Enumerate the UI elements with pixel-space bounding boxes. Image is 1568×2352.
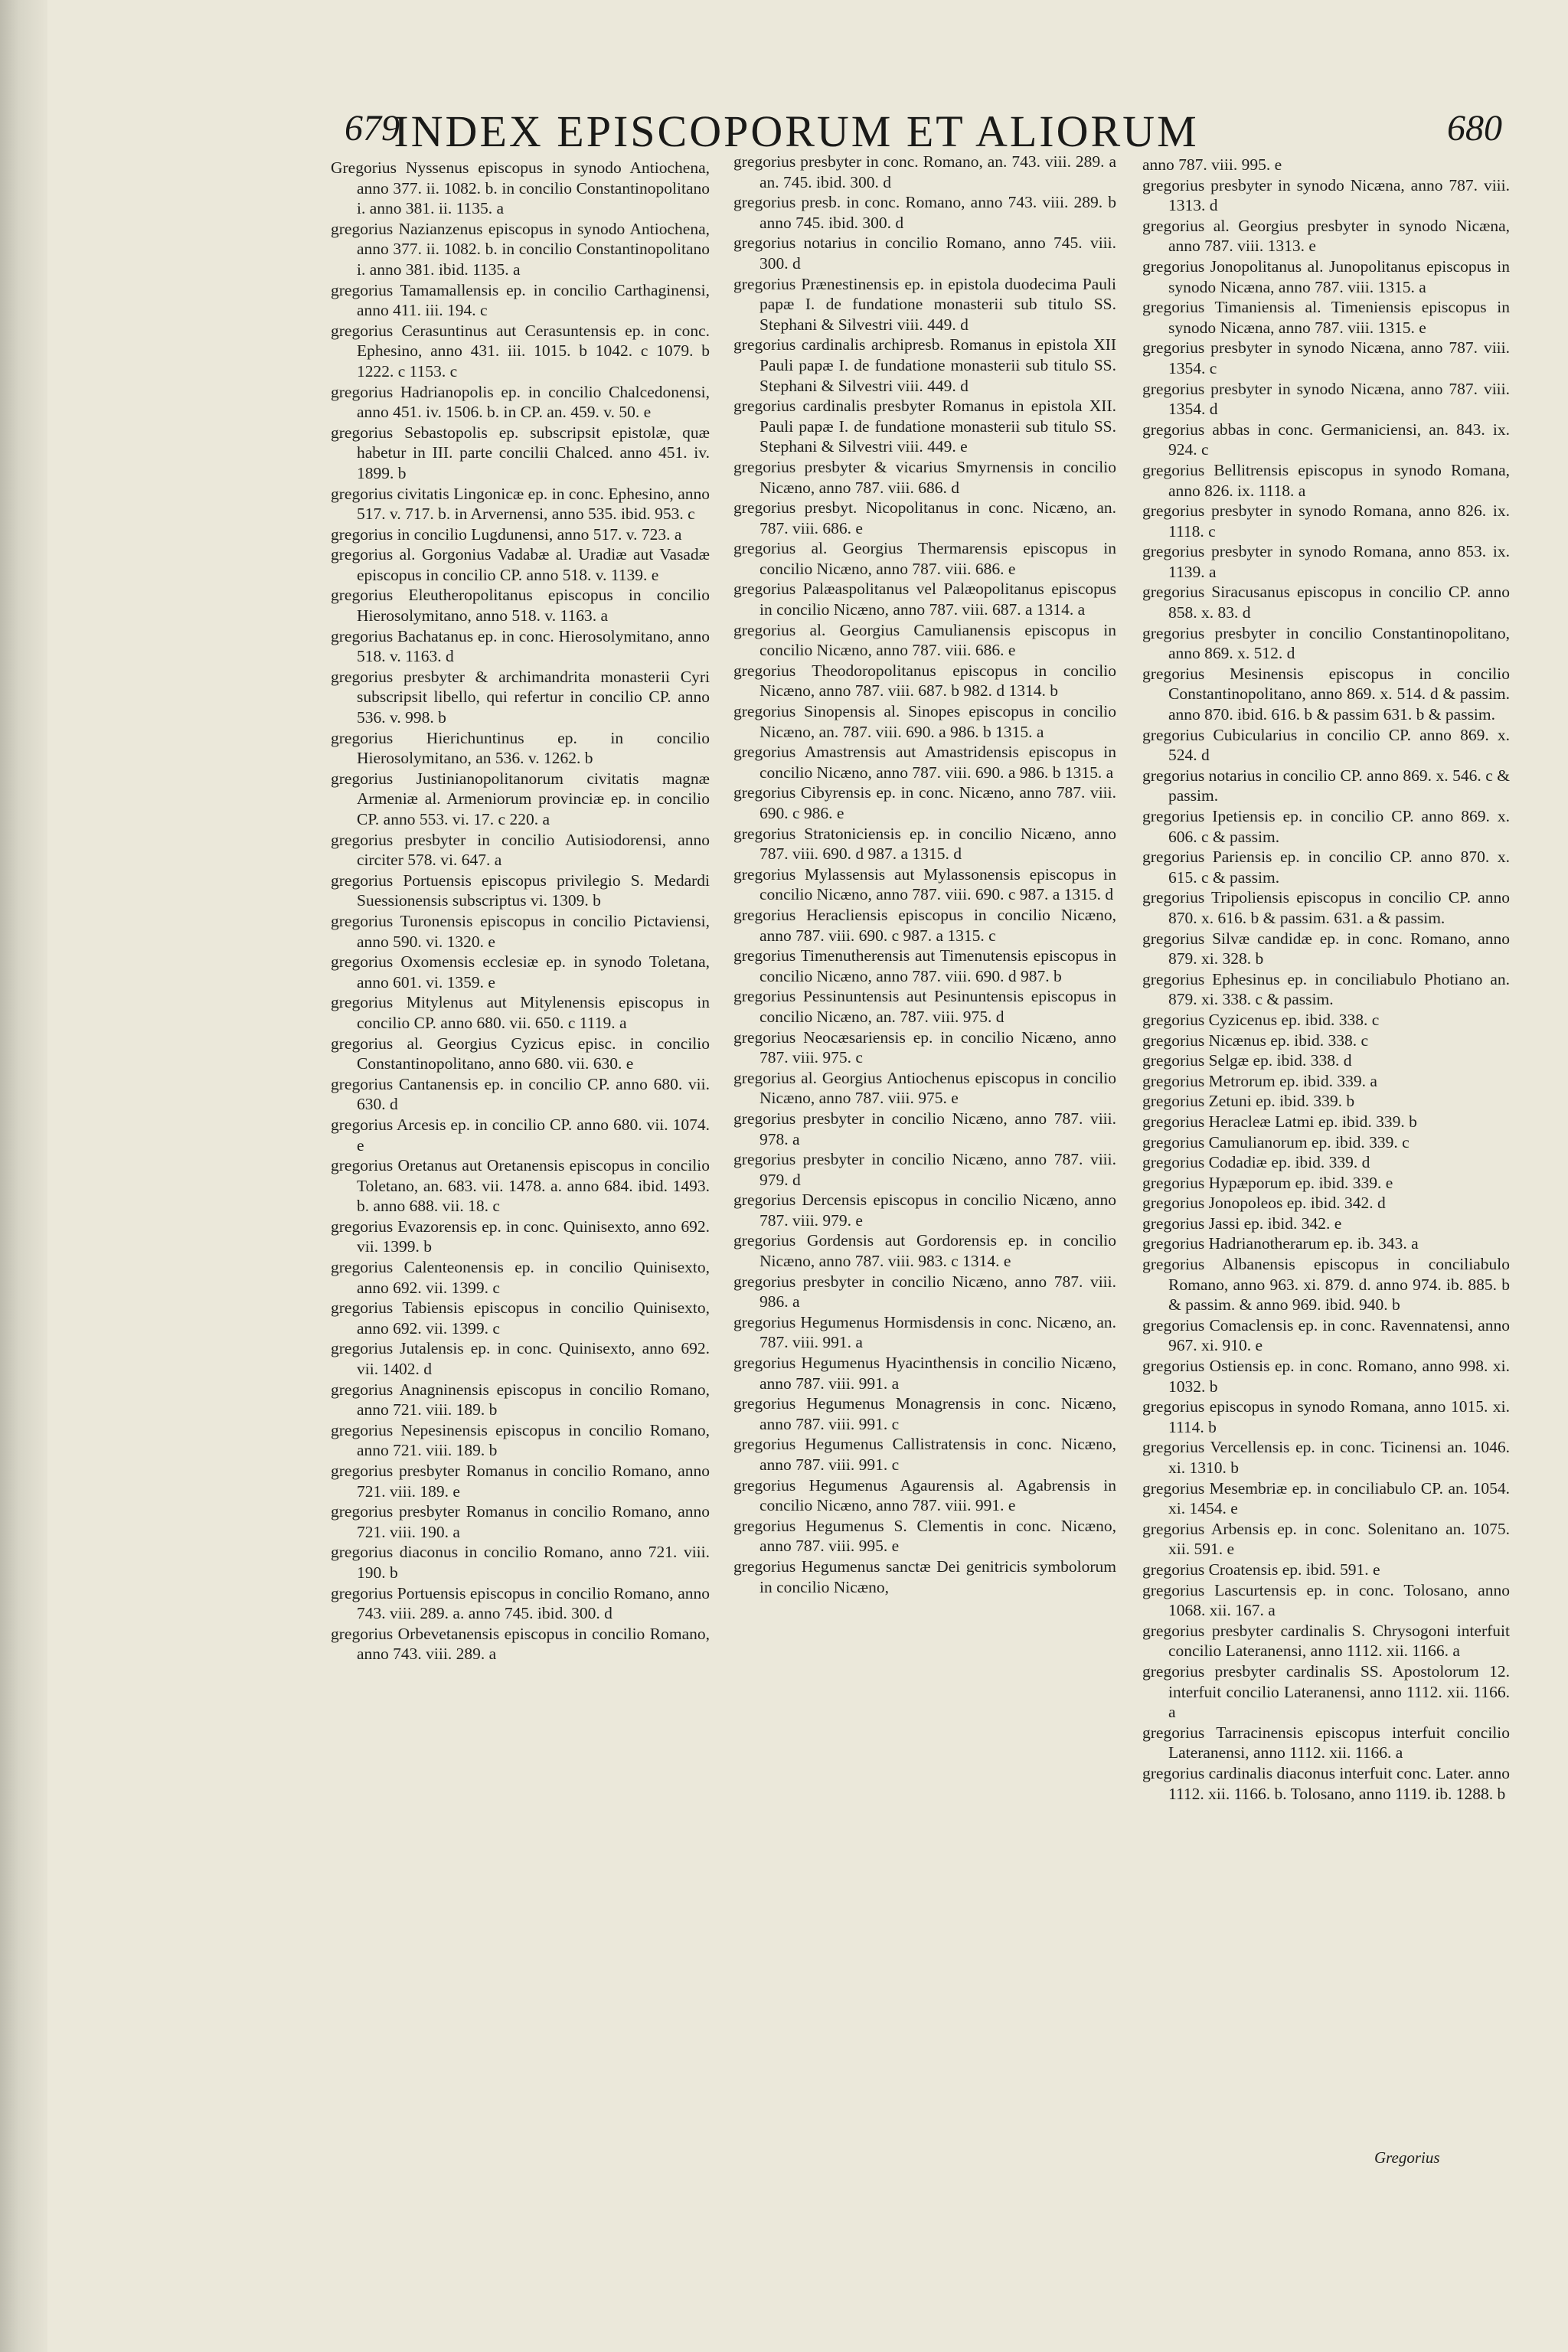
index-entry: gregorius al. Georgius Antiochenus episcopus in concilio Nicæno, anno 787. viii. 975. e — [733, 1068, 1116, 1108]
index-entry: gregorius Nicænus ep. ibid. 338. c — [1142, 1031, 1368, 1050]
index-entry: gregorius Mylassensis aut Mylassonensis episcopus in concilio Nicæno, anno 787. viii. 690. c 987. a 1315. d — [733, 864, 1116, 904]
index-entry: gregorius Eleutheropolitanus episcopus in concilio Hierosolymitano, anno 518. v. 1163. a — [331, 586, 710, 626]
index-entry: gregorius Evazorensis ep. in conc. Quinisexto, anno 692. vii. 1399. b — [331, 1217, 710, 1256]
index-entry: gregorius Timenutherensis aut Timenutensis episcopus in concilio Nicæno, anno 787. viii. 690. d 987. b — [733, 946, 1116, 985]
index-entry: gregorius Ephesinus ep. in conciliabulo Photiano an. 879. xi. 338. c & passim. — [1142, 969, 1510, 1009]
index-entry: gregorius presbyter in conc. Romano, an. 743. viii. 289. a an. 745. ibid. 300. d — [733, 152, 1116, 191]
index-entry: gregorius Hegumenus Agaurensis al. Agabrensis in concilio Nicæno, anno 787. viii. 991. e — [733, 1475, 1116, 1515]
index-entry: gregorius Nazianzenus episcopus in synodo Antiochena, anno 377. ii. 1082. b. in concilio Constantinopolitano i. anno 381. ibid. 1135. a — [331, 219, 710, 279]
index-column-2 — [733, 152, 1116, 1597]
index-entry: gregorius notarius in concilio CP. anno 869. x. 546. c & passim. — [1142, 766, 1510, 805]
index-entry: gregorius Sebastopolis ep. subscripsit epistolæ, quæ habetur in III. parte concilii Chalced. anno 451. iv. 1899. b — [331, 423, 710, 482]
index-entry: gregorius Portuensis episcopus in concilio Romano, anno 743. viii. 289. a. anno 745. ibid. 300. d — [331, 1583, 710, 1623]
index-entry: gregorius Pessinuntensis aut Pesinuntensis episcopus in concilio Nicæno, an. 787. viii. 975. d — [733, 987, 1116, 1026]
index-entry: gregorius Zetuni ep. ibid. 339. b — [1142, 1092, 1355, 1111]
index-entry: gregorius presbyter in concilio Nicæno, anno 787. viii. 979. d — [733, 1150, 1116, 1189]
index-entry: gregorius Jonopoleos ep. ibid. 342. d — [1142, 1194, 1386, 1213]
index-entry: gregorius Tripoliensis episcopus in concilio CP. anno 870. x. 616. b & passim. 631. a & passim. — [1142, 888, 1510, 927]
index-entry: gregorius Dercensis episcopus in concilio Nicæno, anno 787. viii. 979. e — [733, 1191, 1116, 1230]
index-entry: gregorius abbas in conc. Germaniciensi, an. 843. ix. 924. c — [1142, 420, 1510, 459]
index-entry: gregorius Camulianorum ep. ibid. 339. c — [1142, 1132, 1410, 1152]
index-entry: gregorius Cibyrensis ep. in conc. Nicæno, anno 787. viii. 690. c 986. e — [733, 783, 1116, 822]
index-entry: gregorius presbyter in synodo Nicæna, anno 787. viii. 1313. d — [1142, 175, 1510, 215]
index-entry: gregorius al. Gorgonius Vadabæ al. Uradiæ aut Vasadæ episcopus in concilio CP. anno 518. v. 1139. e — [331, 545, 710, 584]
page-number-left: 679 — [345, 108, 400, 149]
index-entry: gregorius Portuensis episcopus privilegio S. Medardi Suessionensis subscriptus vi. 1309. b — [331, 871, 710, 910]
page-number-right: 680 — [1447, 108, 1502, 149]
index-entry: gregorius Arcesis ep. in concilio CP. anno 680. vii. 1074. e — [331, 1115, 710, 1155]
index-entry: gregorius Nepesinensis episcopus in concilio Romano, anno 721. viii. 189. b — [331, 1420, 710, 1460]
index-entry: gregorius Hegumenus Monagrensis in conc. Nicæno, anno 787. viii. 991. c — [733, 1394, 1116, 1433]
catchword: Gregorius — [1374, 2148, 1440, 2167]
index-entry: gregorius cardinalis diaconus interfuit conc. Later. anno 1112. xii. 1166. b. Tolosano, anno 1119. ib. 1288. b — [1142, 1763, 1511, 1803]
index-entry: gregorius Bachatanus ep. in conc. Hierosolymitano, anno 518. v. 1163. d — [331, 626, 710, 666]
index-entry: gregorius presbyter in concilio Nicæno, anno 787. viii. 986. a — [733, 1272, 1116, 1312]
index-entry: gregorius Orbevetanensis episcopus in concilio Romano, anno 743. viii. 289. a — [331, 1624, 710, 1664]
index-entry: gregorius presbyter in synodo Romana, anno 853. ix. 1139. a — [1142, 542, 1510, 581]
page-binding-edge — [0, 0, 47, 2352]
index-entry: gregorius Prænestinensis ep. in epistola duodecima Pauli papæ I. de fundatione monasterii sub titulo SS. Stephani & Silvestri viii. 449. d — [733, 274, 1116, 334]
index-entry: gregorius presbyter & archimandrita monasterii Cyri subscripsit libello, qui refertur in concilio CP. anno 536. v. 998. b — [331, 667, 710, 727]
index-entry: gregorius Hegumenus sanctæ Dei genitricis symbolorum in concilio Nicæno, — [733, 1557, 1116, 1596]
index-entry: gregorius civitatis Lingonicæ ep. in conc. Ephesino, anno 517. v. 717. b. in Arvernensi, anno 535. ibid. 953. c — [331, 484, 710, 524]
index-entry: gregorius Neocæsariensis ep. in concilio Nicæno, anno 787. viii. 975. c — [733, 1027, 1116, 1067]
index-entry: gregorius Amastrensis aut Amastridensis episcopus in concilio Nicæno, anno 787. viii. 690. a 986. b 1315. a — [733, 743, 1116, 782]
index-entry: gregorius al. Georgius Cyzicus episc. in concilio Constantinopolitano, anno 680. vii. 630. e — [331, 1034, 710, 1073]
index-entry: gregorius notarius in concilio Romano, anno 745. viii. 300. d — [733, 234, 1116, 273]
index-entry: gregorius Albanensis episcopus in conciliabulo Romano, anno 963. xi. 879. d. anno 974. ib. 885. b & passim. & anno 969. ibid. 940. b — [1142, 1255, 1510, 1315]
index-entry: gregorius Hypæporum ep. ibid. 339. e — [1142, 1173, 1393, 1192]
index-entry: gregorius Hadrianotherarum ep. ib. 343. a — [1142, 1234, 1419, 1253]
index-entry: gregorius presbyter cardinalis SS. Apostolorum 12. interfuit concilio Lateranensi, anno 1112. xii. 1166. a — [1142, 1661, 1510, 1722]
index-entry: gregorius Hadrianopolis ep. in concilio Chalcedonensi, anno 451. iv. 1506. b. in CP. an. 459. v. 50. e — [331, 382, 710, 422]
index-entry: gregorius al. Georgius presbyter in synodo Nicæna, anno 787. viii. 1313. e — [1142, 216, 1510, 256]
index-entry: gregorius Ipetiensis ep. in concilio CP. anno 869. x. 606. c & passim. — [1142, 807, 1510, 846]
index-entry: gregorius Turonensis episcopus in concilio Pictaviensi, anno 590. vi. 1320. e — [331, 911, 710, 951]
index-entry: gregorius Mitylenus aut Mitylenensis episcopus in concilio CP. anno 680. vii. 650. c 1119. a — [331, 993, 710, 1032]
index-entry: gregorius Heracliensis episcopus in concilio Nicæno, anno 787. viii. 690. c 987. a 1315. c — [733, 905, 1116, 945]
index-entry: gregorius Jassi ep. ibid. 342. e — [1142, 1214, 1342, 1233]
index-entry: gregorius Justinianopolitanorum civitatis magnæ Armeniæ al. Armeniorum provinciæ ep. in concilio CP. anno 553. vi. 17. c 220. a — [331, 769, 710, 828]
index-entry: gregorius presbyter Romanus in concilio Romano, anno 721. viii. 190. a — [331, 1502, 710, 1541]
index-column-1 — [331, 158, 710, 1664]
index-entry: gregorius presbyter in synodo Nicæna, anno 787. viii. 1354. d — [1142, 379, 1510, 419]
index-entry: gregorius Metrorum ep. ibid. 339. a — [1142, 1071, 1377, 1090]
index-entry: gregorius cardinalis presbyter Romanus in epistola XII. Pauli papæ I. de fundatione monasterii sub titulo SS. Stephani & Silvestri viii. 449. e — [733, 397, 1116, 456]
index-entry: gregorius cardinalis archipresb. Romanus in epistola XII Pauli papæ I. de fundatione monasterii sub titulo SS. Stephani & Silvestri viii. 449. d — [733, 335, 1116, 395]
index-entry: gregorius Cubicularius in concilio CP. anno 869. x. 524. d — [1142, 725, 1510, 765]
index-entry: gregorius Sinopensis al. Sinopes episcopus in concilio Nicæno, an. 787. viii. 690. a 986. b 1315. a — [733, 702, 1116, 741]
index-entry: gregorius Vercellensis ep. in conc. Ticinensi an. 1046. xi. 1310. b — [1142, 1438, 1510, 1477]
index-entry: gregorius presbyter in concilio Nicæno, anno 787. viii. 978. a — [733, 1109, 1116, 1148]
index-entry: anno 787. viii. 995. e — [1142, 155, 1282, 174]
index-entry: gregorius Siracusanus episcopus in concilio CP. anno 858. x. 83. d — [1142, 583, 1510, 622]
index-entry: Gregorius Nyssenus episcopus in synodo Antiochena, anno 377. ii. 1082. b. in concilio Constantinopolitano i. anno 381. ii. 1135. a — [331, 158, 710, 218]
index-entry: gregorius Oxomensis ecclesiæ ep. in synodo Toletana, anno 601. vi. 1359. e — [331, 952, 710, 991]
index-entry: gregorius Croatensis ep. ibid. 591. e — [1142, 1560, 1380, 1579]
index-entry: gregorius Theodoropolitanus episcopus in concilio Nicæno, anno 787. viii. 687. b 982. d 1314. b — [733, 661, 1116, 701]
index-entry: gregorius presb. in conc. Romano, anno 743. viii. 289. b anno 745. ibid. 300. d — [733, 193, 1116, 232]
index-entry: gregorius Calenteonensis ep. in concilio Quinisexto, anno 692. vii. 1399. c — [331, 1258, 710, 1297]
index-entry: gregorius diaconus in concilio Romano, anno 721. viii. 190. b — [331, 1543, 710, 1582]
index-entry: gregorius Tamamallensis ep. in concilio Carthaginensi, anno 411. iii. 194. c — [331, 280, 710, 320]
index-entry: gregorius presbyter in concilio Autisiodorensi, anno circiter 578. vi. 647. a — [331, 830, 710, 870]
index-entry: gregorius Silvæ candidæ ep. in conc. Romano, anno 879. xi. 328. b — [1142, 929, 1510, 969]
index-entry: gregorius al. Georgius Thermarensis episcopus in concilio Nicæno, anno 787. viii. 686. e — [733, 539, 1116, 578]
index-column-3 — [1142, 155, 1510, 1804]
index-entry: gregorius Hegumenus Callistratensis in conc. Nicæno, anno 787. viii. 991. c — [733, 1435, 1116, 1474]
index-entry: gregorius Oretanus aut Oretanensis episcopus in concilio Toletano, an. 683. vii. 1478. a. anno 684. ibid. 1493. b. anno 688. vii. 18. c — [331, 1156, 710, 1216]
index-entry: gregorius presbyter in concilio Constantinopolitano, anno 869. x. 512. d — [1142, 623, 1510, 663]
index-entry: gregorius Mesinensis episcopus in concilio Constantinopolitano, anno 869. x. 514. d & passim. anno 870. ibid. 616. b & passim 631. b & passim. — [1142, 664, 1510, 724]
index-entry: gregorius in concilio Lugdunensi, anno 517. v. 723. a — [331, 524, 682, 544]
index-entry: gregorius Tarracinensis episcopus interfuit concilio Lateranensi, anno 1112. xii. 1166. a — [1142, 1723, 1510, 1762]
index-entry: gregorius presbyter cardinalis S. Chrysogoni interfuit concilio Lateranensi, anno 1112. xii. 1166. a — [1142, 1621, 1510, 1661]
index-entry: gregorius Hierichuntinus ep. in concilio Hierosolymitano, an 536. v. 1262. b — [331, 728, 710, 768]
index-entry: gregorius presbyt. Nicopolitanus in conc. Nicæno, an. 787. viii. 686. e — [733, 498, 1116, 537]
index-entry: gregorius Timaniensis al. Timeniensis episcopus in synodo Nicæna, anno 787. viii. 1315. e — [1142, 298, 1510, 337]
index-entry: gregorius Mesembriæ ep. in conciliabulo CP. an. 1054. xi. 1454. e — [1142, 1478, 1510, 1518]
index-entry: gregorius presbyter in synodo Romana, anno 826. ix. 1118. c — [1142, 501, 1510, 541]
index-entry: gregorius Cyzicenus ep. ibid. 338. c — [1142, 1010, 1380, 1029]
index-entry: gregorius Palæaspolitanus vel Palæopolitanus episcopus in concilio Nicæno, anno 787. viii. 687. a 1314. a — [733, 580, 1116, 619]
index-entry: gregorius Bellitrensis episcopus in synodo Romana, anno 826. ix. 1118. a — [1142, 460, 1510, 500]
index-entry: gregorius presbyter in synodo Nicæna, anno 787. viii. 1354. c — [1142, 338, 1510, 377]
index-entry: gregorius Tabiensis episcopus in concilio Quinisexto, anno 692. vii. 1399. c — [331, 1298, 710, 1338]
index-entry: gregorius Lascurtensis ep. in conc. Tolosano, anno 1068. xii. 167. a — [1142, 1580, 1510, 1620]
index-entry: gregorius presbyter & vicarius Smyrnensis in concilio Nicæno, anno 787. viii. 686. d — [733, 457, 1116, 497]
index-entry: gregorius Anagninensis episcopus in concilio Romano, anno 721. viii. 189. b — [331, 1380, 710, 1419]
index-entry: gregorius Hegumenus S. Clementis in conc. Nicæno, anno 787. viii. 995. e — [733, 1516, 1116, 1556]
index-entry: gregorius Jonopolitanus al. Junopolitanus episcopus in synodo Nicæna, anno 787. viii. 1315. a — [1142, 256, 1510, 296]
index-entry: gregorius Cerasuntinus aut Cerasuntensis ep. in conc. Ephesino, anno 431. iii. 1015. b 1042. c 1079. b 1222. c 1153. c — [331, 321, 710, 381]
index-entry: gregorius Stratoniciensis ep. in concilio Nicæno, anno 787. viii. 690. d 987. a 1315. d — [733, 824, 1116, 864]
index-entry: gregorius Comaclensis ep. in conc. Ravennatensi, anno 967. xi. 910. e — [1142, 1315, 1510, 1355]
index-entry: gregorius Gordensis aut Gordorensis ep. in concilio Nicæno, anno 787. viii. 983. c 1314. e — [733, 1231, 1116, 1271]
index-entry: gregorius Selgæ ep. ibid. 338. d — [1142, 1051, 1352, 1070]
index-entry: gregorius Heracleæ Latmi ep. ibid. 339. b — [1142, 1112, 1417, 1131]
index-entry: gregorius al. Georgius Camulianensis episcopus in concilio Nicæno, anno 787. viii. 686. e — [733, 620, 1116, 660]
index-entry: gregorius Hegumenus Hormisdensis in conc. Nicæno, an. 787. viii. 991. a — [733, 1312, 1116, 1352]
index-entry: gregorius Hegumenus Hyacinthensis in concilio Nicæno, anno 787. viii. 991. a — [733, 1354, 1116, 1393]
index-entry: gregorius Ostiensis ep. in conc. Romano, anno 998. xi. 1032. b — [1142, 1357, 1510, 1396]
index-entry: gregorius presbyter Romanus in concilio Romano, anno 721. viii. 189. e — [331, 1462, 710, 1501]
index-entry: gregorius Arbensis ep. in conc. Solenitano an. 1075. xii. 591. e — [1142, 1519, 1510, 1559]
page-title: INDEX EPISCOPORUM ET ALIORUM — [394, 106, 1199, 156]
index-entry: gregorius Jutalensis ep. in conc. Quinisexto, anno 692. vii. 1402. d — [331, 1339, 710, 1379]
index-entry: gregorius Codadiæ ep. ibid. 339. d — [1142, 1153, 1370, 1172]
index-entry: gregorius episcopus in synodo Romana, anno 1015. xi. 1114. b — [1142, 1397, 1510, 1436]
index-entry: gregorius Pariensis ep. in concilio CP. anno 870. x. 615. c & passim. — [1142, 848, 1510, 887]
index-entry: gregorius Cantanensis ep. in concilio CP. anno 680. vii. 630. d — [331, 1074, 710, 1114]
